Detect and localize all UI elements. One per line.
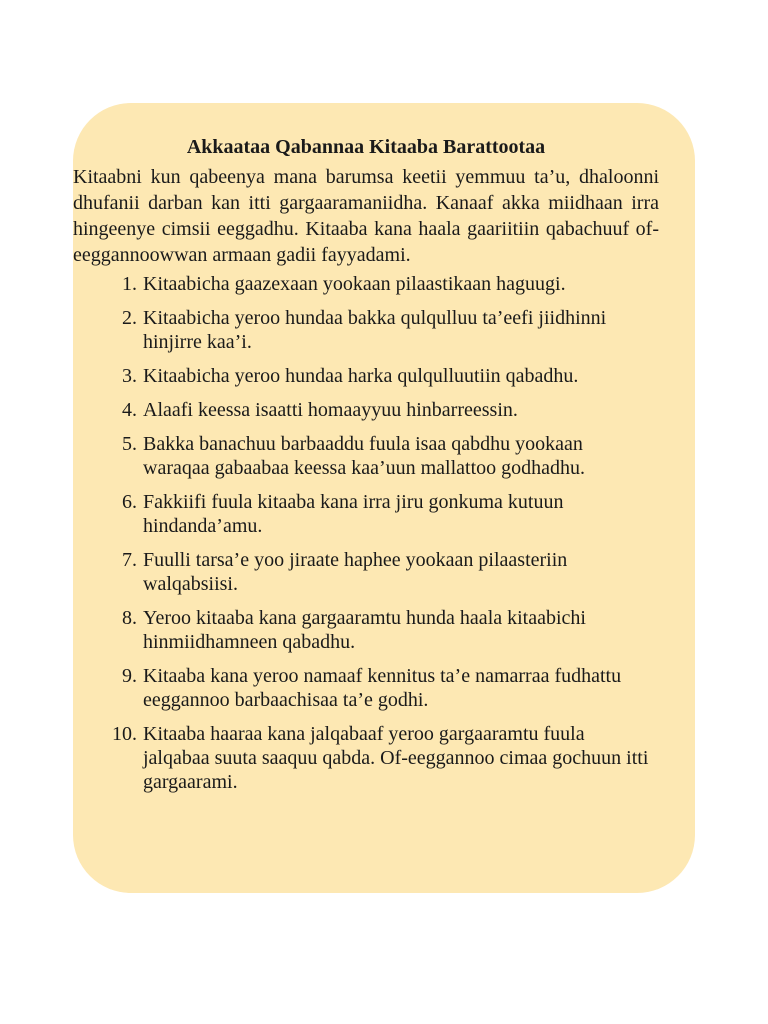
list-item — [73, 364, 659, 388]
rules-list — [73, 272, 659, 794]
list-item-number: 7. — [122, 549, 137, 571]
list-item-text: Fakkiifi fuula kitaaba kana irra jiru gonkuma kutuun hindanda’amu. — [143, 491, 564, 537]
list-item-number: 1. — [122, 273, 137, 295]
list-item-number: 6. — [122, 491, 137, 513]
list-item-text: Kitaabicha yeroo hundaa harka qulqulluutiin qabadhu. — [143, 365, 579, 387]
list-item-number: 9. — [122, 665, 137, 687]
list-item-text: Kitaabicha gaazexaan yookaan pilaastikaan haguugi. — [143, 273, 566, 295]
list-item-text: Alaafi keessa isaatti homaayyuu hinbarreessin. — [143, 399, 518, 421]
list-item-number: 5. — [122, 433, 137, 455]
list-item — [73, 490, 659, 538]
list-item-number: 10. — [112, 723, 137, 745]
list-item-text: Fuulli tarsa’e yoo jiraate haphee yookaan pilaasteriin walqabsiisi. — [143, 549, 568, 595]
list-item — [73, 272, 659, 296]
intro-paragraph: Kitaabni kun qabeenya mana barumsa keetii yemmuu ta’u, dhaloonni dhufanii darban kan itti gargaaramaniidha. Kanaaf akka miidhaan irra hingeenye cimsii eeggadhu. Kitaaba kana haala gaariitiin qabachuuf of-eeggannoowwan armaan gadii fayyadami. — [73, 166, 659, 266]
rules-content — [73, 130, 659, 804]
list-item-text: Yeroo kitaaba kana gargaaramtu hunda haala kitaabichi hinmiidhamneen qabadhu. — [143, 607, 586, 653]
list-item-text: Kitaabicha yeroo hundaa bakka qulqulluu ta’eefi jiidhinni hinjirre kaa’i. — [143, 307, 607, 353]
list-item-text: Bakka banachuu barbaaddu fuula isaa qabdhu yookaan waraqaa gabaabaa keessa kaa’uun mallattoo godhadhu. — [143, 433, 586, 479]
list-item-text: Kitaaba haaraa kana jalqabaaf yeroo gargaaramtu fuula jalqabaa suuta saaquu qabda. Of-eeggannoo cimaa gochuun itti gargaarami. — [143, 723, 649, 793]
list-item — [73, 722, 659, 794]
list-item-text: Kitaaba kana yeroo namaaf kennitus ta’e namarraa fudhattu eeggannoo barbaachisaa ta’e godhi. — [143, 665, 622, 711]
list-item-number: 4. — [122, 399, 137, 421]
list-item — [73, 306, 659, 354]
list-item — [73, 398, 659, 422]
list-item-number: 8. — [122, 607, 137, 629]
list-item-number: 2. — [122, 307, 137, 329]
list-item — [73, 606, 659, 654]
list-item — [73, 432, 659, 480]
list-item — [73, 548, 659, 596]
list-item-number: 3. — [122, 365, 137, 387]
page-title: Akkaataa Qabannaa Kitaaba Barattootaa — [186, 136, 546, 158]
list-item — [73, 664, 659, 712]
